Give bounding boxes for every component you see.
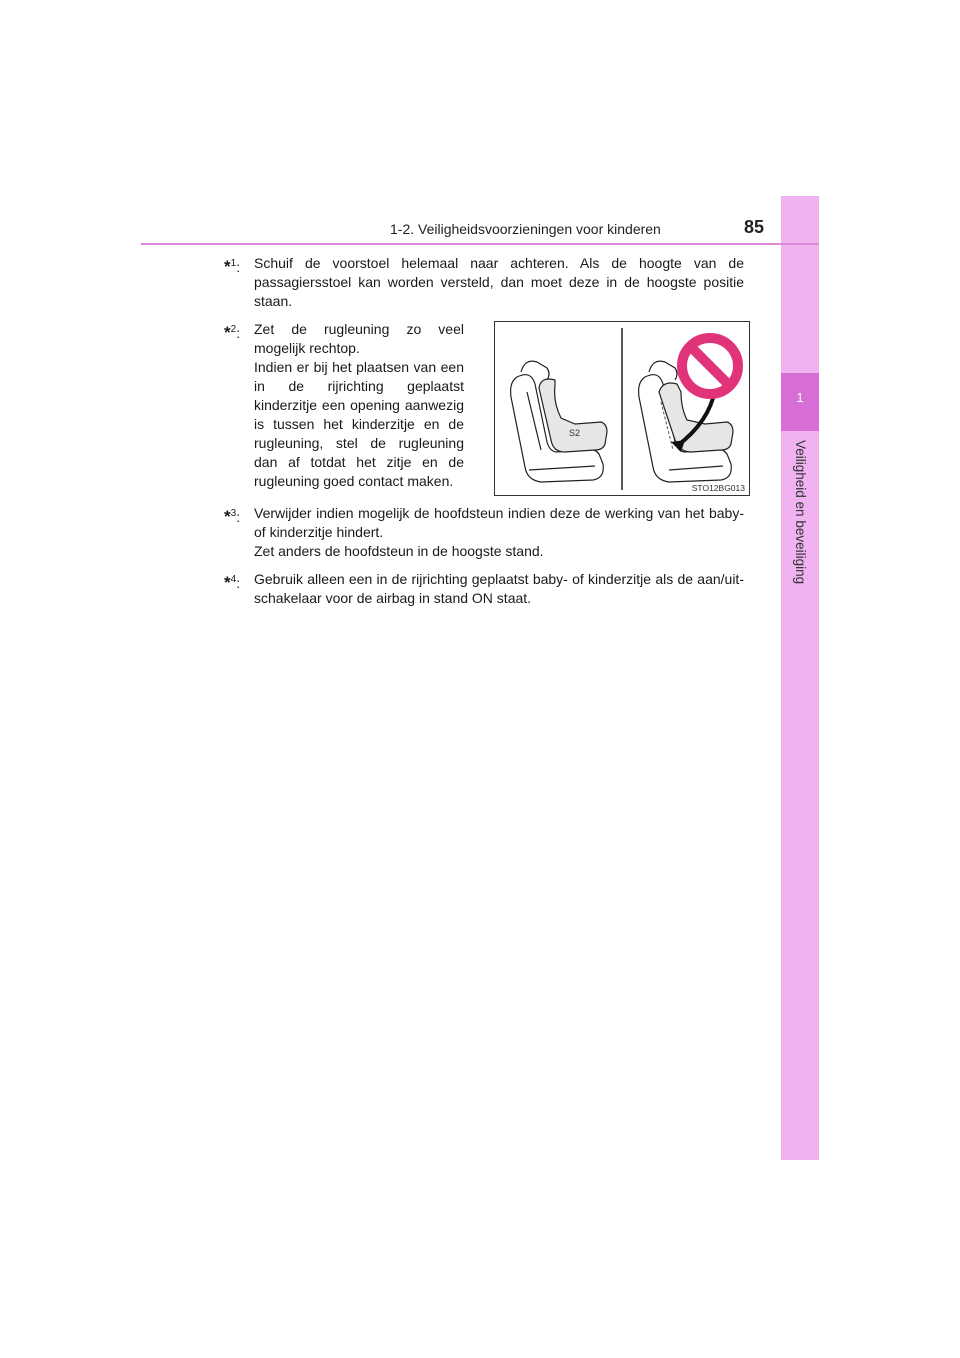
chapter-tab-strip [781, 196, 819, 1160]
svg-text:S2: S2 [569, 428, 581, 438]
chapter-title-vertical [786, 440, 814, 650]
note-body [254, 570, 744, 608]
chapter-title: Veiligheid en beveiliging [793, 440, 808, 585]
header-divider [141, 243, 819, 245]
note-text: Verwijder indien mogelijk de hoofdsteun indien deze de werking van het baby- of kinderzitje hindert. [254, 505, 744, 540]
seat-illustration [494, 321, 750, 496]
seat-drawing [495, 322, 749, 495]
note-marker: *$^4$: [224, 573, 241, 592]
note-text: Indien er bij het plaatsen van een in de rijrichting geplaatst kinderzitje een opening aanwezig is tussen het kinderzitje en de rugleuning, stel de rugleuning dan af totdat het zitje en de rugleuning goed contact maken. [254, 359, 464, 489]
page-number: 85 [744, 217, 765, 237]
figure-code: STO12BG013 [691, 483, 745, 493]
note-text: Zet anders de hoofdsteun in de hoogste stand. [254, 543, 544, 559]
note-text: Zet de rugleuning zo veel mogelijk rechtop. [254, 321, 464, 356]
chapter-number: 1 [796, 390, 804, 405]
note-marker: *$^2$: [224, 323, 241, 342]
note-text: Gebruik alleen een in de rijrichting geplaatst baby- of kinderzitje als de aan/uit-schakelaar voor de airbag in stand ON staat. [254, 571, 744, 606]
note-body [254, 254, 744, 311]
note-marker: *$^1$: [224, 257, 241, 276]
note-text: Schuif de voorstoel helemaal naar achteren. Als de hoogte van de passagiersstoel kan worden versteld, dan moet deze in de hoogste positie staan. [254, 255, 744, 309]
note-marker: *$^3$: [224, 507, 241, 526]
note-body [254, 320, 464, 491]
section-title: 1-2. Veiligheidsvoorzieningen voor kinderen [390, 221, 661, 237]
note-body [254, 504, 744, 561]
